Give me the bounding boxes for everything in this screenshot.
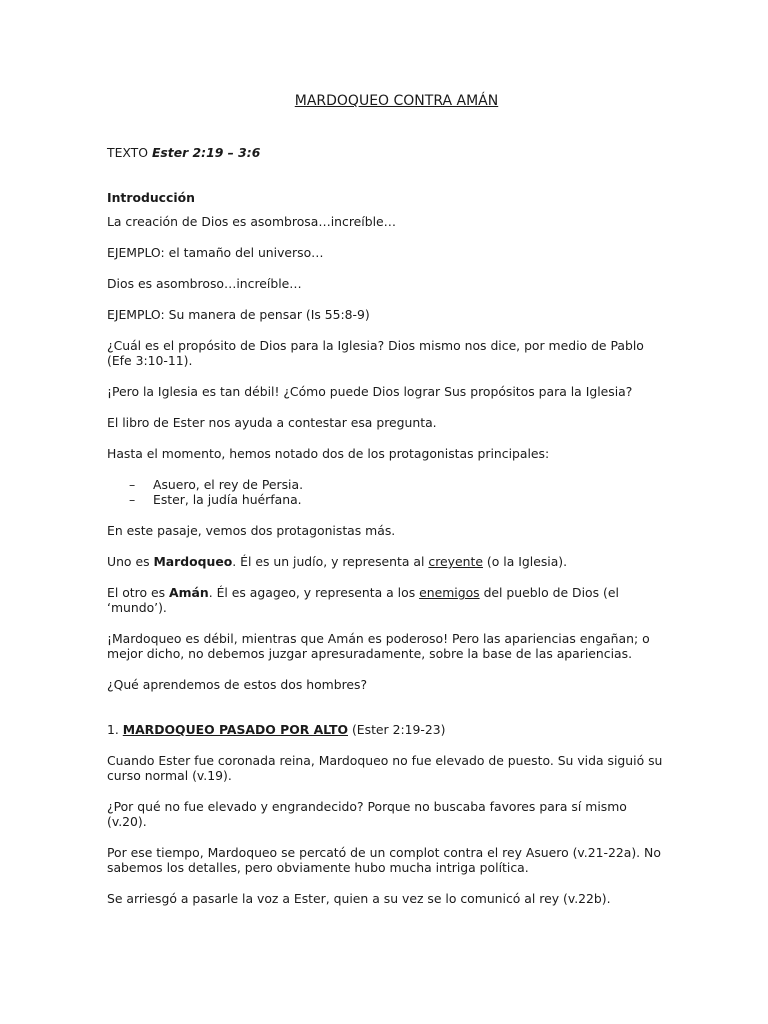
- mardoqueo-paragraph: [107, 554, 668, 569]
- paragraph: La creación de Dios es asombrosa…increíble…: [107, 214, 397, 229]
- paragraph: EJEMPLO: Su manera de pensar (Is 55:8-9): [107, 307, 370, 322]
- text-span: Uno es: [107, 554, 154, 569]
- scripture-reference: Ester 2:19 – 3:6: [151, 145, 261, 160]
- aman-paragraph: [107, 585, 668, 615]
- paragraph: Dios es asombroso…increíble…: [107, 276, 302, 291]
- name-mardoqueo: Mardoqueo: [153, 554, 233, 569]
- document-title: MARDOQUEO CONTRA AMÁN: [294, 93, 499, 109]
- paragraph: ¿Cuál es el propósito de Dios para la Iglesia? Dios mismo nos dice, por medio de Pablo (Efe 3:10-11).: [107, 338, 644, 368]
- paragraph: Hasta el momento, hemos notado dos de los protagonistas principales:: [107, 446, 550, 461]
- paragraph: Cuando Ester fue coronada reina, Mardoqueo no fue elevado de puesto. Su vida siguió su curso normal (v.19).: [107, 753, 663, 783]
- text-span: . Él es un judío, y representa al: [232, 554, 429, 569]
- list-item: – Ester, la judía huérfana.: [129, 492, 668, 507]
- section-number: 1.: [107, 722, 123, 737]
- section-heading: [107, 722, 668, 737]
- section-reference: (Ester 2:19-23): [348, 722, 446, 737]
- text-span: (o la Iglesia).: [482, 554, 568, 569]
- text-label: TEXTO: [107, 145, 152, 160]
- paragraph: El libro de Ester nos ayuda a contestar esa pregunta.: [107, 415, 437, 430]
- intro-heading: Introducción: [107, 190, 195, 205]
- text-span: del pueblo de Dios (el ‘mundo’).: [107, 585, 619, 615]
- paragraph: Se arriesgó a pasarle la voz a Ester, quien a su vez se lo comunicó al rey (v.22b).: [107, 891, 611, 906]
- paragraph: EJEMPLO: el tamaño del universo…: [107, 245, 324, 260]
- underlined-enemigos: enemigos: [419, 585, 480, 600]
- paragraph: Por ese tiempo, Mardoqueo se percató de un complot contra el rey Asuero (v.21-22a). No sabemos los detalles, pero obviamente hubo mucha intriga política.: [107, 845, 661, 875]
- text-reference: [107, 145, 668, 160]
- text-span: . Él es agageo, y representa a los: [208, 585, 420, 600]
- underlined-creyente: creyente: [428, 554, 483, 569]
- list-item: – Asuero, el rey de Persia.: [129, 477, 668, 492]
- paragraph: ¿Por qué no fue elevado y engrandecido? Porque no buscaba favores para sí mismo (v.20).: [107, 799, 627, 829]
- paragraph: En este pasaje, vemos dos protagonistas más.: [107, 523, 396, 538]
- paragraph: ¡Mardoqueo es débil, mientras que Amán es poderoso! Pero las apariencias engañan; o mejor dicho, no debemos juzgar apresuradamente, sobre la base de las apariencias.: [107, 631, 650, 661]
- paragraph: ¡Pero la Iglesia es tan débil! ¿Cómo puede Dios lograr Sus propósitos para la Iglesia?: [107, 384, 633, 399]
- text-span: El otro es: [107, 585, 170, 600]
- paragraph: ¿Qué aprendemos de estos dos hombres?: [107, 677, 368, 692]
- protagonists-list: [107, 477, 668, 507]
- name-aman: Amán: [169, 585, 209, 600]
- section-title: MARDOQUEO PASADO POR ALTO: [122, 722, 349, 737]
